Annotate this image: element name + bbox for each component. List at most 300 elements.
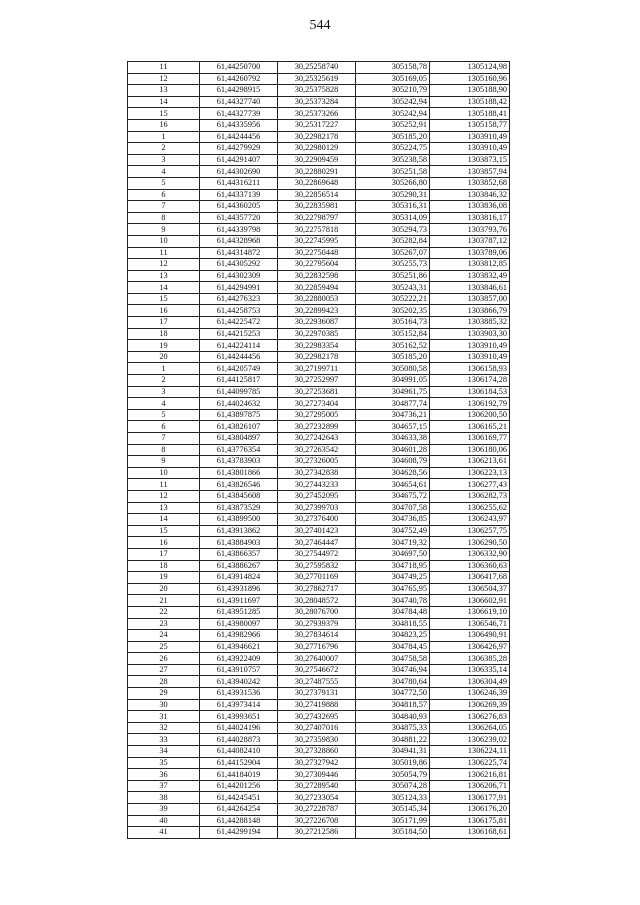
x-coordinate-cell: 304823,25	[356, 630, 430, 642]
latitude-cell: 61,44328968	[200, 235, 278, 247]
y-coordinate-cell: 1303903,30	[430, 328, 510, 340]
x-coordinate-cell: 304877,74	[356, 398, 430, 410]
latitude-cell: 61,44201256	[200, 780, 278, 792]
x-coordinate-cell: 304772,50	[356, 688, 430, 700]
point-number-cell: 37	[128, 780, 200, 792]
table-row	[128, 688, 510, 700]
longitude-cell: 30,22757818	[278, 224, 356, 236]
x-coordinate-cell: 305145,34	[356, 804, 430, 816]
longitude-cell: 30,22936087	[278, 317, 356, 329]
point-number-cell: 10	[128, 467, 200, 479]
point-number-cell: 35	[128, 757, 200, 769]
latitude-cell: 61,44028873	[200, 734, 278, 746]
latitude-cell: 61,43866357	[200, 548, 278, 560]
y-coordinate-cell: 1306192,79	[430, 398, 510, 410]
longitude-cell: 30,27295005	[278, 409, 356, 421]
table-row	[128, 711, 510, 723]
table-row	[128, 572, 510, 584]
table-row	[128, 293, 510, 305]
y-coordinate-cell: 1306255,62	[430, 502, 510, 514]
point-number-cell: 18	[128, 328, 200, 340]
y-coordinate-cell: 1306246,39	[430, 688, 510, 700]
point-number-cell: 41	[128, 827, 200, 839]
x-coordinate-cell: 304675,72	[356, 490, 430, 502]
longitude-cell: 30,27359830	[278, 734, 356, 746]
latitude-cell: 61,43982966	[200, 630, 278, 642]
y-coordinate-cell: 1306168,61	[430, 827, 510, 839]
y-coordinate-cell: 1306175,81	[430, 815, 510, 827]
table-row	[128, 62, 510, 74]
table-row	[128, 375, 510, 387]
y-coordinate-cell: 1306277,43	[430, 479, 510, 491]
longitude-cell: 30,22859494	[278, 282, 356, 294]
point-number-cell: 4	[128, 398, 200, 410]
table-row	[128, 746, 510, 758]
x-coordinate-cell: 305238,58	[356, 154, 430, 166]
longitude-cell: 30,22970385	[278, 328, 356, 340]
x-coordinate-cell: 305282,84	[356, 235, 430, 247]
latitude-cell: 61,44099785	[200, 386, 278, 398]
latitude-cell: 61,44258753	[200, 305, 278, 317]
table-row	[128, 119, 510, 131]
point-number-cell: 13	[128, 85, 200, 97]
latitude-cell: 61,43783903	[200, 456, 278, 468]
latitude-cell: 61,44024632	[200, 398, 278, 410]
point-number-cell: 14	[128, 282, 200, 294]
latitude-cell: 61,44335956	[200, 119, 278, 131]
point-number-cell: 34	[128, 746, 200, 758]
table-row	[128, 479, 510, 491]
y-coordinate-cell: 1306304,49	[430, 676, 510, 688]
longitude-cell: 30,27289540	[278, 780, 356, 792]
longitude-cell: 30,27233054	[278, 792, 356, 804]
point-number-cell: 8	[128, 212, 200, 224]
latitude-cell: 61,44357720	[200, 212, 278, 224]
latitude-cell: 61,44305292	[200, 259, 278, 271]
table-row	[128, 259, 510, 271]
point-number-cell: 31	[128, 711, 200, 723]
point-number-cell: 39	[128, 804, 200, 816]
longitude-cell: 30,27232899	[278, 421, 356, 433]
table-row	[128, 305, 510, 317]
x-coordinate-cell: 304784,48	[356, 606, 430, 618]
y-coordinate-cell: 1306180,06	[430, 444, 510, 456]
point-number-cell: 12	[128, 73, 200, 85]
y-coordinate-cell: 1306206,71	[430, 780, 510, 792]
latitude-cell: 61,44082410	[200, 746, 278, 758]
y-coordinate-cell: 1306184,53	[430, 386, 510, 398]
table-row	[128, 456, 510, 468]
y-coordinate-cell: 1303885,32	[430, 317, 510, 329]
latitude-cell: 61,44244456	[200, 351, 278, 363]
point-number-cell: 30	[128, 699, 200, 711]
y-coordinate-cell: 1306385,28	[430, 653, 510, 665]
longitude-cell: 30,22795604	[278, 259, 356, 271]
table-row	[128, 815, 510, 827]
point-number-cell: 15	[128, 108, 200, 120]
y-coordinate-cell: 1303910,49	[430, 340, 510, 352]
longitude-cell: 30,22980129	[278, 143, 356, 155]
longitude-cell: 30,27326005	[278, 456, 356, 468]
longitude-cell: 30,22835981	[278, 201, 356, 213]
y-coordinate-cell: 1306165,21	[430, 421, 510, 433]
longitude-cell: 30,22832598	[278, 270, 356, 282]
y-coordinate-cell: 1306332,90	[430, 548, 510, 560]
y-coordinate-cell: 1306174,28	[430, 375, 510, 387]
x-coordinate-cell: 305164,73	[356, 317, 430, 329]
x-coordinate-cell: 305054,79	[356, 769, 430, 781]
latitude-cell: 61,44327740	[200, 96, 278, 108]
longitude-cell: 30,27273404	[278, 398, 356, 410]
point-number-cell: 14	[128, 514, 200, 526]
latitude-cell: 61,44215253	[200, 328, 278, 340]
latitude-cell: 61,43845608	[200, 490, 278, 502]
x-coordinate-cell: 305202,35	[356, 305, 430, 317]
x-coordinate-cell: 304752,49	[356, 525, 430, 537]
latitude-cell: 61,43910757	[200, 664, 278, 676]
table-row	[128, 247, 510, 259]
y-coordinate-cell: 1306417,68	[430, 572, 510, 584]
point-number-cell: 15	[128, 293, 200, 305]
longitude-cell: 30,27834614	[278, 630, 356, 642]
longitude-cell: 30,27407016	[278, 722, 356, 734]
point-number-cell: 5	[128, 409, 200, 421]
latitude-cell: 61,44360205	[200, 201, 278, 213]
latitude-cell: 61,44205749	[200, 363, 278, 375]
latitude-cell: 61,44184019	[200, 769, 278, 781]
point-number-cell: 1	[128, 363, 200, 375]
longitude-cell: 30,27595832	[278, 560, 356, 572]
longitude-cell: 30,27327942	[278, 757, 356, 769]
latitude-cell: 61,44288148	[200, 815, 278, 827]
table-row	[128, 270, 510, 282]
table-row	[128, 85, 510, 97]
latitude-cell: 61,43913862	[200, 525, 278, 537]
table-row	[128, 143, 510, 155]
point-number-cell: 16	[128, 305, 200, 317]
longitude-cell: 30,27716796	[278, 641, 356, 653]
x-coordinate-cell: 305290,31	[356, 189, 430, 201]
longitude-cell: 30,27242643	[278, 433, 356, 445]
latitude-cell: 61,44244456	[200, 131, 278, 143]
point-number-cell: 27	[128, 664, 200, 676]
longitude-cell: 30,27432695	[278, 711, 356, 723]
point-number-cell: 20	[128, 351, 200, 363]
table-row	[128, 409, 510, 421]
y-coordinate-cell: 1306176,20	[430, 804, 510, 816]
point-number-cell: 9	[128, 456, 200, 468]
latitude-cell: 61,43826546	[200, 479, 278, 491]
point-number-cell: 29	[128, 688, 200, 700]
x-coordinate-cell: 304740,78	[356, 595, 430, 607]
table-row	[128, 421, 510, 433]
table-row	[128, 363, 510, 375]
y-coordinate-cell: 1306169,77	[430, 433, 510, 445]
x-coordinate-cell: 304881,22	[356, 734, 430, 746]
table-row	[128, 734, 510, 746]
longitude-cell: 30,25373284	[278, 96, 356, 108]
x-coordinate-cell: 304628,56	[356, 467, 430, 479]
longitude-cell: 30,27546672	[278, 664, 356, 676]
longitude-cell: 30,22869648	[278, 177, 356, 189]
point-number-cell: 22	[128, 606, 200, 618]
x-coordinate-cell: 305162,52	[356, 340, 430, 352]
point-number-cell: 2	[128, 143, 200, 155]
table-row	[128, 166, 510, 178]
table-row	[128, 317, 510, 329]
longitude-cell: 30,22909459	[278, 154, 356, 166]
latitude-cell: 61,43914824	[200, 572, 278, 584]
latitude-cell: 61,43993651	[200, 711, 278, 723]
x-coordinate-cell: 305314,09	[356, 212, 430, 224]
point-number-cell: 14	[128, 96, 200, 108]
point-number-cell: 13	[128, 270, 200, 282]
y-coordinate-cell: 1305188,90	[430, 85, 510, 97]
table-row	[128, 537, 510, 549]
point-number-cell: 8	[128, 444, 200, 456]
point-number-cell: 7	[128, 201, 200, 213]
table-row	[128, 525, 510, 537]
x-coordinate-cell: 305185,20	[356, 351, 430, 363]
point-number-cell: 6	[128, 421, 200, 433]
y-coordinate-cell: 1303857,00	[430, 293, 510, 305]
y-coordinate-cell: 1306158,93	[430, 363, 510, 375]
table-row	[128, 340, 510, 352]
table-row	[128, 514, 510, 526]
longitude-cell: 30,22856514	[278, 189, 356, 201]
latitude-cell: 61,44314872	[200, 247, 278, 259]
point-number-cell: 16	[128, 119, 200, 131]
x-coordinate-cell: 305080,58	[356, 363, 430, 375]
y-coordinate-cell: 1306360,63	[430, 560, 510, 572]
y-coordinate-cell: 1303910,49	[430, 131, 510, 143]
table-row	[128, 154, 510, 166]
longitude-cell: 30,27309446	[278, 769, 356, 781]
y-coordinate-cell: 1303793,76	[430, 224, 510, 236]
longitude-cell: 30,22899423	[278, 305, 356, 317]
table-row	[128, 189, 510, 201]
x-coordinate-cell: 305255,73	[356, 259, 430, 271]
x-coordinate-cell: 305242,94	[356, 108, 430, 120]
longitude-cell: 30,22880053	[278, 293, 356, 305]
point-number-cell: 21	[128, 595, 200, 607]
y-coordinate-cell: 1303846,32	[430, 189, 510, 201]
latitude-cell: 61,44260792	[200, 73, 278, 85]
point-number-cell: 26	[128, 653, 200, 665]
y-coordinate-cell: 1306602,91	[430, 595, 510, 607]
x-coordinate-cell: 305267,07	[356, 247, 430, 259]
y-coordinate-cell: 1303873,15	[430, 154, 510, 166]
x-coordinate-cell: 304941,31	[356, 746, 430, 758]
x-coordinate-cell: 305152,84	[356, 328, 430, 340]
y-coordinate-cell: 1306223,13	[430, 467, 510, 479]
table-row	[128, 328, 510, 340]
x-coordinate-cell: 304654,61	[356, 479, 430, 491]
longitude-cell: 30,25325619	[278, 73, 356, 85]
x-coordinate-cell: 304991,05	[356, 375, 430, 387]
y-coordinate-cell: 1303832,49	[430, 270, 510, 282]
latitude-cell: 61,44291407	[200, 154, 278, 166]
longitude-cell: 30,25317227	[278, 119, 356, 131]
x-coordinate-cell: 305019,86	[356, 757, 430, 769]
longitude-cell: 30,27212586	[278, 827, 356, 839]
point-number-cell: 19	[128, 572, 200, 584]
point-number-cell: 6	[128, 189, 200, 201]
x-coordinate-cell: 304765,95	[356, 583, 430, 595]
latitude-cell: 61,44302690	[200, 166, 278, 178]
x-coordinate-cell: 304961,75	[356, 386, 430, 398]
longitude-cell: 30,27862717	[278, 583, 356, 595]
table-row	[128, 757, 510, 769]
longitude-cell: 30,22983354	[278, 340, 356, 352]
latitude-cell: 61,44299194	[200, 827, 278, 839]
table-row	[128, 804, 510, 816]
x-coordinate-cell: 305266,80	[356, 177, 430, 189]
table-row	[128, 618, 510, 630]
longitude-cell: 30,27199711	[278, 363, 356, 375]
table-row	[128, 398, 510, 410]
x-coordinate-cell: 305251,86	[356, 270, 430, 282]
longitude-cell: 30,27376400	[278, 514, 356, 526]
point-number-cell: 7	[128, 433, 200, 445]
x-coordinate-cell: 305294,73	[356, 224, 430, 236]
longitude-cell: 30,27939379	[278, 618, 356, 630]
y-coordinate-cell: 1306213,61	[430, 456, 510, 468]
y-coordinate-cell: 1306264,05	[430, 722, 510, 734]
point-number-cell: 16	[128, 537, 200, 549]
x-coordinate-cell: 305158,78	[356, 62, 430, 74]
x-coordinate-cell: 304736,85	[356, 514, 430, 526]
y-coordinate-cell: 1306426,97	[430, 641, 510, 653]
longitude-cell: 30,27228787	[278, 804, 356, 816]
table-row	[128, 282, 510, 294]
latitude-cell: 61,44024196	[200, 722, 278, 734]
latitude-cell: 61,44245451	[200, 792, 278, 804]
longitude-cell: 30,27226708	[278, 815, 356, 827]
x-coordinate-cell: 304875,33	[356, 722, 430, 734]
x-coordinate-cell: 304818,55	[356, 618, 430, 630]
y-coordinate-cell: 1306269,39	[430, 699, 510, 711]
table-row	[128, 560, 510, 572]
latitude-cell: 61,43886267	[200, 560, 278, 572]
latitude-cell: 61,44298915	[200, 85, 278, 97]
x-coordinate-cell: 304749,25	[356, 572, 430, 584]
table-row	[128, 177, 510, 189]
longitude-cell: 30,28048572	[278, 595, 356, 607]
point-number-cell: 12	[128, 259, 200, 271]
latitude-cell: 61,44337139	[200, 189, 278, 201]
x-coordinate-cell: 304840,93	[356, 711, 430, 723]
longitude-cell: 30,27640007	[278, 653, 356, 665]
longitude-cell: 30,25375828	[278, 85, 356, 97]
longitude-cell: 30,25373266	[278, 108, 356, 120]
longitude-cell: 30,28076700	[278, 606, 356, 618]
y-coordinate-cell: 1306257,75	[430, 525, 510, 537]
table-row	[128, 548, 510, 560]
latitude-cell: 61,43980097	[200, 618, 278, 630]
latitude-cell: 61,43804897	[200, 433, 278, 445]
latitude-cell: 61,44302309	[200, 270, 278, 282]
x-coordinate-cell: 305184,50	[356, 827, 430, 839]
x-coordinate-cell: 305074,28	[356, 780, 430, 792]
y-coordinate-cell: 1303787,12	[430, 235, 510, 247]
x-coordinate-cell: 304697,50	[356, 548, 430, 560]
point-number-cell: 38	[128, 792, 200, 804]
x-coordinate-cell: 305243,31	[356, 282, 430, 294]
latitude-cell: 61,43873529	[200, 502, 278, 514]
longitude-cell: 30,27342838	[278, 467, 356, 479]
table-row	[128, 606, 510, 618]
y-coordinate-cell: 1306243,97	[430, 514, 510, 526]
table-row	[128, 780, 510, 792]
point-number-cell: 23	[128, 618, 200, 630]
point-number-cell: 10	[128, 235, 200, 247]
y-coordinate-cell: 1303852,68	[430, 177, 510, 189]
longitude-cell: 30,27253681	[278, 386, 356, 398]
table-row	[128, 467, 510, 479]
point-number-cell: 11	[128, 62, 200, 74]
longitude-cell: 30,27701169	[278, 572, 356, 584]
table-row	[128, 653, 510, 665]
y-coordinate-cell: 1306200,50	[430, 409, 510, 421]
table-row	[128, 96, 510, 108]
point-number-cell: 11	[128, 247, 200, 259]
y-coordinate-cell: 1305188,42	[430, 96, 510, 108]
y-coordinate-cell: 1306619,10	[430, 606, 510, 618]
table-row	[128, 235, 510, 247]
x-coordinate-cell: 305316,31	[356, 201, 430, 213]
table-row	[128, 502, 510, 514]
y-coordinate-cell: 1306276,83	[430, 711, 510, 723]
point-number-cell: 9	[128, 224, 200, 236]
longitude-cell: 30,22798797	[278, 212, 356, 224]
y-coordinate-cell: 1305124,98	[430, 62, 510, 74]
y-coordinate-cell: 1303910,49	[430, 143, 510, 155]
x-coordinate-cell: 305242,94	[356, 96, 430, 108]
longitude-cell: 30,27328860	[278, 746, 356, 758]
longitude-cell: 30,27452095	[278, 490, 356, 502]
latitude-cell: 61,44316211	[200, 177, 278, 189]
y-coordinate-cell: 1306177,91	[430, 792, 510, 804]
x-coordinate-cell: 305251,58	[356, 166, 430, 178]
coordinates-table	[127, 61, 510, 839]
point-number-cell: 3	[128, 154, 200, 166]
table-row	[128, 583, 510, 595]
x-coordinate-cell: 305171,99	[356, 815, 430, 827]
point-number-cell: 17	[128, 317, 200, 329]
x-coordinate-cell: 305185,20	[356, 131, 430, 143]
table-row	[128, 73, 510, 85]
longitude-cell: 30,22880291	[278, 166, 356, 178]
longitude-cell: 30,27487555	[278, 676, 356, 688]
latitude-cell: 61,43940242	[200, 676, 278, 688]
point-number-cell: 18	[128, 560, 200, 572]
point-number-cell: 13	[128, 502, 200, 514]
latitude-cell: 61,43826107	[200, 421, 278, 433]
table-row	[128, 792, 510, 804]
y-coordinate-cell: 1306335,14	[430, 664, 510, 676]
table-row	[128, 351, 510, 363]
table-row	[128, 676, 510, 688]
longitude-cell: 30,22982178	[278, 351, 356, 363]
longitude-cell: 30,27464447	[278, 537, 356, 549]
x-coordinate-cell: 304608,79	[356, 456, 430, 468]
table-row	[128, 224, 510, 236]
table-row	[128, 595, 510, 607]
point-number-cell: 1	[128, 131, 200, 143]
table-row	[128, 444, 510, 456]
y-coordinate-cell: 1306490,91	[430, 630, 510, 642]
